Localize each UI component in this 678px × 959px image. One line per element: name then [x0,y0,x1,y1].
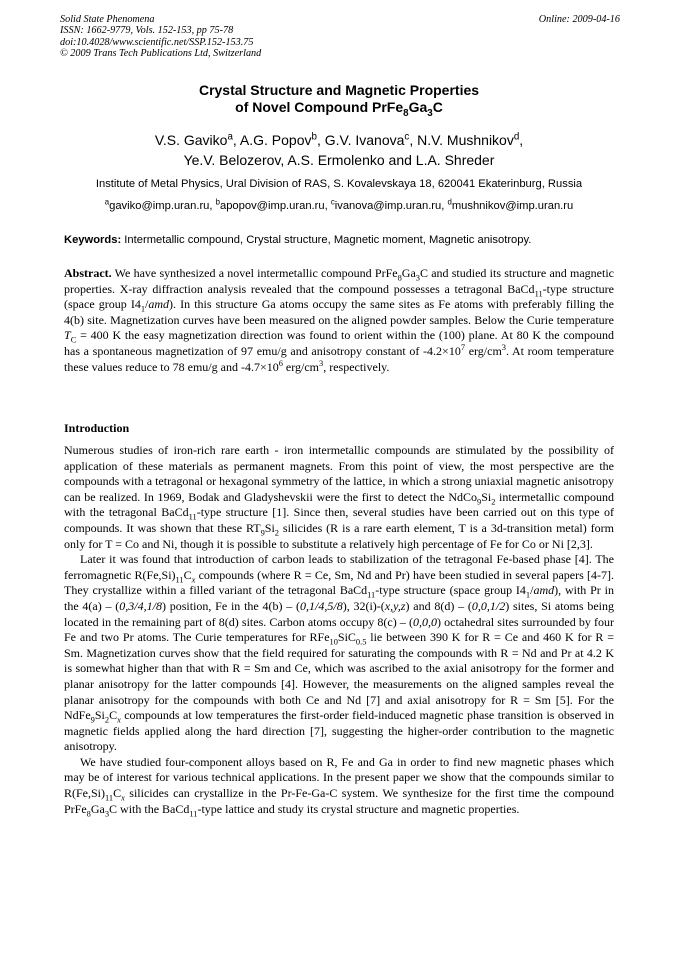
email-list: $^a$gaviko@imp.uran.ru, $^b$apopov@imp.uran.ru, $^c$ivanova@imp.uran.ru, $^d$mushnikov@imp.uran.ru [104,197,574,212]
doi-line: doi:10.4028/www.scientific.net/SSP.152-153.75 [60,36,254,48]
issn-line: ISSN: 1662-9779, Vols. 152-153, pp 75-78 [60,25,234,37]
authors-line-1: V.S. Gaviko$^a$, A.G. Popov$^b$, G.V. Ivanova$^c$, N.V. Mushnikov$^d$, [154,131,524,148]
affiliation: Institute of Metal Physics, Ural Division of RAS, S. Kovalevskaya 18, 620041 Ekaterinburg, Russia [95,178,583,190]
intro-paragraph-1: Numerous studies of iron-rich rare earth - iron intermetallic compounds are stimulated by the possibility of application of these materials as permanent magnets. From this point of view, the most perspective are the compounds with a tetragonal or hexagonal symmetry of the lattice, in which a strong uniaxial magnetic anisotropy can be realized. In 1969, Bodak and Gladyshevskii were the first to detect the $NdCo_9Si_2$ intermetallic compound with the tetragonal BaCd$_{11}$-type structure [1]. Since then, several studies have been carried out on this type of compounds. It was shown that these $RT_9Si_2$ silicides (R is a rare earth element, T is a 3d-transition metal) form only for T = Co and Ni, though it is possible to substitute a relatively high percentage of Fe for Co or Ni [2,3]. [64,443,615,551]
online-date: Online: 2009-04-16 [538,14,620,25]
section-heading-introduction: Introduction [64,421,130,435]
keywords-text: Intermetallic compound, Crystal structure, Magnetic moment, Magnetic anisotropy. [121,234,532,246]
paper-title [0,82,678,119]
abstract-label: Abstract. [64,266,112,280]
authors-line-2: Ye.V. Belozerov, A.S. Ermolenko and L.A. Shreder [183,152,495,168]
title-line-2: of Novel Compound $PrFe_8Ga_3C$ [235,99,443,119]
intro-paragraph-3: We have studied four-component alloys based on R, Fe and Ga in order to find new magnetic phases which may be of interest for various technical applications. In the present paper we show that the compounds similar to $R(Fe,Si)_{11}C_x$ silicides can crystallize in the Pr-Fe-Ga-C system. We synthesize for the first time the compound $PrFe_8Ga_3C$ with the BaCd$_{11}$-type lattice and study its crystal structure and magnetic properties. [64,754,614,819]
journal-header [60,14,620,60]
keywords [64,233,624,247]
abstract: Abstract. We have synthesized a novel intermetallic compound $PrFe_8Ga_3C$ and studied its structure and magnetic properties. X-ray diffraction analysis revealed that the compound possesses a tetragonal BaCd$_{11}$-type structure (space group $I4_1/amd$). In this structure Ga atoms occupy the same sites as Fe atoms with preferably filling the 4(b) site. Magnetization curves have been measured on the aligned powder samples. Below the Curie temperature $T_C = 400$ K the easy magnetization direction was found to orient within the (100) plane. At 80 K the compound has a spontaneous magnetization of 97 emu/g and anisotropy constant of $-4.2\times 10^7$ erg/$cm^3$. At room temperature these values reduce to 78 emu/g and $-4.7\times 10^6$ erg/$cm^3$, respectively. [64,266,615,374]
copyright-line: © 2009 Trans Tech Publications Ltd, Switzerland [60,48,262,60]
title-line-1: Crystal Structure and Magnetic Properties [198,82,480,98]
keywords-label: Keywords: [64,234,122,246]
journal-name: Solid State Phenomena [60,14,155,25]
introduction-body [64,443,614,817]
intro-paragraph-2: Later it was found that introduction of carbon leads to stabilization of the tetragonal Fe-based phase [4]. The ferromagnetic $R(Fe,Si)_{11}C_x$ compounds (where R = Ce, Sm, Nd and Pr) have been studied in several papers [4-7]. They crystallize within a filled variant of the tetragonal BaCd$_{11}$-type structure (space group $I4_1/amd$), with Pr in the 4(a) – (0,3/4,1/8) position, Fe in the 4(b) – (0,1/4,5/8), 32(i)-(x,y,z) and 8(d) – (0,0,1/2) sites, Si atoms being located in the remaining part of 8(d) sites. Carbon atoms occupy 8(c) – (0,0,0) octahedral sites surrounded by four Fe and two Pr atoms. The Curie temperatures for RFe$_{10}$SiC$_{0.5}$ lie between 390 K for R = Ce and 460 K for R = Sm. Magnetization curves show that the field required for saturating the compounds with R = Nd and Pr at 4.2 K is somewhat higher than that with R = Sm and Ce, which was ascribed to the axial anisotropy for the former and planar anisotropy for the latter compounds [4]. However, the measurements on the aligned samples reveal the planar anisotropy for the compounds with both Ce and Nd [7] and axial anisotropy for R = Sm [5]. For the $NdFe_9Si_2C_x$ compounds at low temperatures the first-order field-induced magnetic phase transition is observed in magnetic fields applied along the hard direction [7], suggesting the higher-order contribution to the magnetic anisotropy. [64,552,615,754]
author-list [0,130,678,170]
